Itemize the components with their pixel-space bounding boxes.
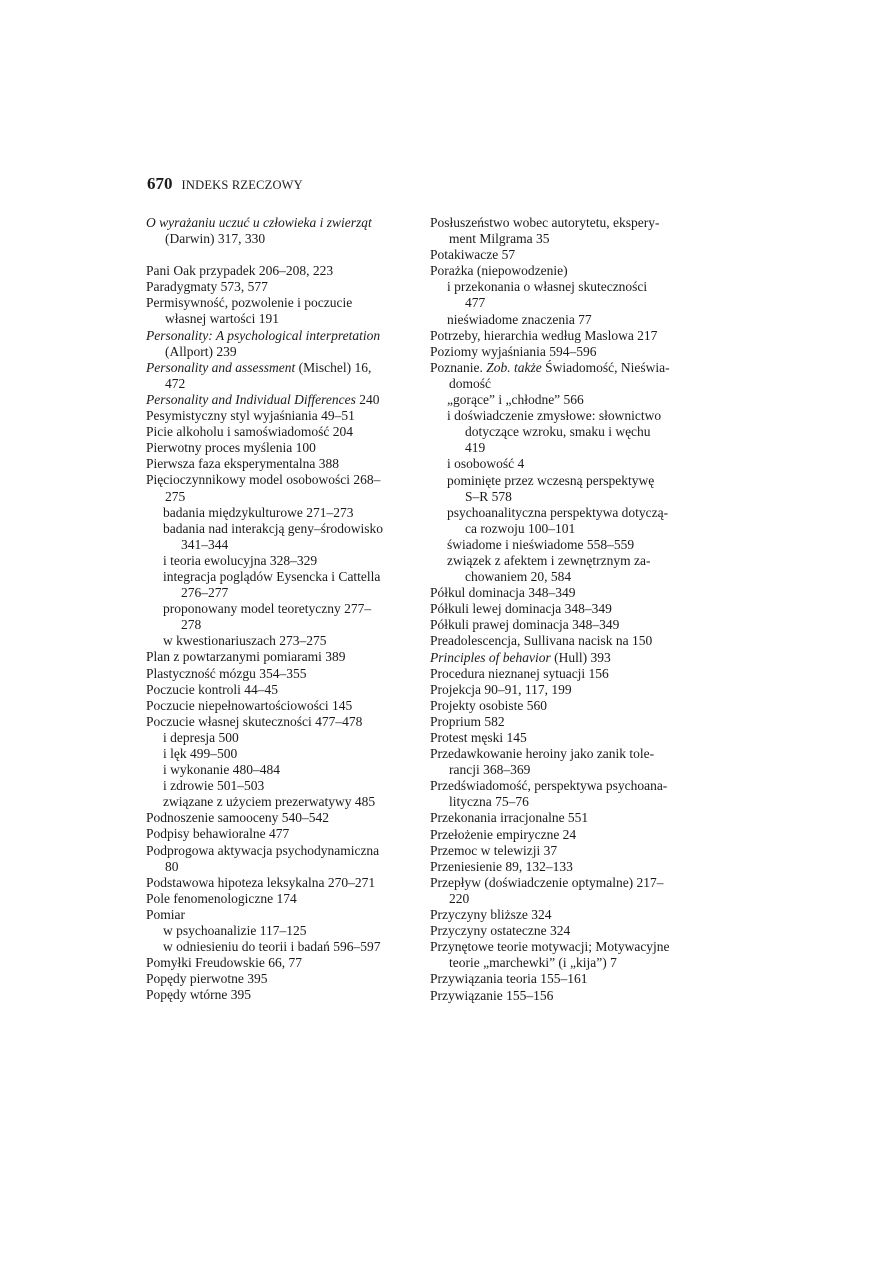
index-entry	[430, 263, 698, 279]
index-entry-text: Principles of behavior	[430, 649, 551, 665]
index-entry	[146, 472, 414, 504]
index-entry	[146, 360, 414, 392]
index-entry-line: Przedświadomość, perspektywa psychoana-	[430, 778, 668, 794]
index-subentry	[146, 569, 414, 601]
index-entry-line: Poczucie niepełnowartościowości 145	[146, 697, 353, 713]
index-entry-line: Przemoc w telewizji 37	[430, 842, 558, 858]
index-entry-line	[430, 360, 698, 376]
index-entry-line: ca rozwoju 100–101	[465, 520, 576, 536]
index-entry	[430, 810, 698, 826]
index-column-right	[430, 215, 698, 1004]
index-entry	[430, 650, 698, 666]
index-entry-line: (Allport) 239	[165, 343, 237, 359]
index-subentry	[430, 537, 698, 553]
index-entry-line: nieświadome znaczenia 77	[447, 311, 592, 327]
index-entry	[146, 971, 414, 987]
index-entry	[146, 907, 414, 923]
index-entry-text: Świadomość, Nieświa-	[541, 359, 670, 375]
index-entry-line: Poczucie kontroli 44–45	[146, 681, 278, 697]
index-entry-text: Poznanie.	[430, 359, 487, 375]
index-entry-line: Preadolescencja, Sullivana nacisk na 150	[430, 633, 653, 649]
index-entry	[430, 988, 698, 1004]
index-entry	[146, 424, 414, 440]
index-subentry	[146, 553, 414, 569]
index-subentry	[146, 633, 414, 649]
index-subentry	[146, 762, 414, 778]
index-entry	[146, 392, 414, 408]
index-entry-line	[146, 392, 414, 408]
index-entry-line: Poziomy wyjaśniania 594–596	[430, 343, 597, 359]
index-entry-line	[430, 650, 698, 666]
index-entry	[430, 907, 698, 923]
index-entry-line: świadome i nieświadome 558–559	[447, 536, 635, 552]
index-subentry	[146, 521, 414, 553]
index-entry-line: Pani Oak przypadek 206–208, 223	[146, 263, 334, 279]
index-entry-line: Podnoszenie samooceny 540–542	[146, 810, 329, 826]
index-entry	[146, 328, 414, 360]
index-subentry	[146, 778, 414, 794]
index-entry-line: Pomiar	[146, 906, 185, 922]
index-entry-line: pominięte przez wczesną perspektywę	[447, 472, 655, 488]
index-entry-line: Paradygmaty 573, 577	[146, 279, 268, 295]
index-entry-line: i teoria ewolucyjna 328–329	[163, 552, 318, 568]
index-entry-line: własnej wartości 191	[165, 311, 279, 327]
page-number: 670	[147, 174, 173, 193]
index-column-left	[146, 215, 414, 1004]
index-entry-line: 341–344	[181, 536, 229, 552]
index-entry-line: Podprogowa aktywacja psychodynamiczna	[146, 842, 380, 858]
index-entry	[146, 875, 414, 891]
index-entry-line: Przepływ (doświadczenie optymalne) 217–	[430, 874, 664, 890]
index-entry	[430, 939, 698, 971]
index-entry-line: Personality: A psychological interpretation	[146, 327, 381, 343]
index-entry	[430, 971, 698, 987]
index-subentry	[430, 312, 698, 328]
index-entry-line: Procedura nieznanej sytuacji 156	[430, 665, 609, 681]
index-subentry	[430, 456, 698, 472]
index-entry-line: Pierwsza faza eksperymentalna 388	[146, 456, 340, 472]
index-entry	[430, 585, 698, 601]
index-entry-line: Protest męski 145	[430, 730, 527, 745]
index-entry	[146, 682, 414, 698]
index-entry-line: w kwestionariuszach 273–275	[163, 633, 327, 649]
index-entry-line: Pole fenomenologiczne 174	[146, 890, 297, 906]
index-entry	[146, 714, 414, 730]
index-entry-text: (Hull) 393	[550, 649, 611, 665]
index-entry	[430, 247, 698, 263]
index-entry-line: Przyczyny ostateczne 324	[430, 923, 571, 939]
index-entry-line: i zdrowie 501–503	[163, 778, 265, 794]
index-entry-line: Przywiązania teoria 155–161	[430, 971, 588, 987]
index-entry	[430, 730, 698, 746]
index-entry	[430, 617, 698, 633]
index-entry-line: teorie „marchewki” (i „kija”) 7	[449, 955, 617, 971]
index-entry-text: 240	[355, 391, 380, 407]
index-subentry	[146, 730, 414, 746]
index-entry	[430, 859, 698, 875]
index-entry-line: proponowany model teoretyczny 277–	[163, 601, 372, 617]
index-entry	[430, 633, 698, 649]
index-entry-line: związek z afektem i zewnętrznym za-	[447, 552, 651, 568]
index-entry-line: domość	[449, 375, 491, 391]
index-entry-line: O wyrażaniu uczuć u człowieka i zwierząt	[146, 215, 372, 230]
index-entry-line: lityczna 75–76	[449, 794, 529, 810]
index-entry-line: Podstawowa hipoteza leksykalna 270–271	[146, 874, 376, 890]
index-entry-line: Pierwotny proces myślenia 100	[146, 440, 316, 456]
index-entry-line: badania międzykulturowe 271–273	[163, 504, 354, 520]
index-subentry	[146, 746, 414, 762]
index-entry	[146, 987, 414, 1003]
index-subentry	[430, 408, 698, 456]
index-entry-line: dotyczące wzroku, smaku i węchu	[465, 424, 651, 440]
index-entry-line: Projekty osobiste 560	[430, 697, 547, 713]
index-entry	[430, 360, 698, 392]
index-entry-line: Pomyłki Freudowskie 66, 77	[146, 955, 303, 971]
index-entry-line: i lęk 499–500	[163, 746, 238, 761]
index-entry-line: 278	[181, 617, 202, 633]
index-entry	[430, 923, 698, 939]
index-entry-line: Popędy pierwotne 395	[146, 971, 268, 987]
index-entry-line: związane z użyciem prezerwatywy 485	[163, 794, 376, 810]
index-entry	[146, 456, 414, 472]
index-entry-line: Półkuli lewej dominacja 348–349	[430, 601, 612, 617]
index-entry	[146, 279, 414, 295]
index-entry-line: 472	[165, 375, 186, 391]
index-entry	[430, 601, 698, 617]
index-entry-line: Picie alkoholu i samoświadomość 204	[146, 424, 353, 440]
index-entry	[146, 295, 414, 327]
index-entry-line: i przekonania o własnej skuteczności	[447, 279, 648, 295]
index-entry	[146, 826, 414, 842]
index-entry	[430, 875, 698, 907]
index-entry-line: i depresja 500	[163, 729, 239, 745]
index-entry	[430, 778, 698, 810]
index-entry-text: Personality and Individual Differences	[146, 391, 356, 407]
index-entry-line: Permisywność, pozwolenie i poczucie	[146, 295, 353, 311]
index-entry	[146, 955, 414, 971]
index-entry-line: Plastyczność mózgu 354–355	[146, 665, 307, 681]
index-entry-line: S–R 578	[465, 488, 512, 504]
index-entry-line: „gorące” i „chłodne” 566	[447, 392, 584, 408]
index-entry	[146, 666, 414, 682]
index-entry-line: Porażka (niepowodzenie)	[430, 263, 568, 279]
index-entry-line: Podpisy behawioralne 477	[146, 826, 290, 842]
index-entry-line: Półkul dominacja 348–349	[430, 585, 576, 601]
index-entry-line: Popędy wtórne 395	[146, 987, 251, 1003]
index-entry	[430, 714, 698, 730]
index-entry-line: 477	[465, 295, 486, 311]
index-entry	[146, 810, 414, 826]
index-entry-line: Przynętowe teorie motywacji; Motywacyjne	[430, 939, 670, 955]
index-entry-line: integracja poglądów Eysencka i Cattella	[163, 568, 381, 584]
index-entry-line: 275	[165, 488, 186, 504]
running-title: INDEKS RZECZOWY	[181, 178, 303, 192]
index-entry-line: Półkuli prawej dominacja 348–349	[430, 617, 620, 633]
index-entry-line: Plan z powtarzanymi pomiarami 389	[146, 649, 346, 665]
index-entry-line: Pięcioczynnikowy model osobowości 268–	[146, 472, 381, 488]
index-entry	[430, 698, 698, 714]
index-entry-line: ment Milgrama 35	[449, 231, 550, 247]
index-entry-line: 419	[465, 440, 486, 456]
index-entry-line: i osobowość 4	[447, 456, 525, 472]
index-subentry	[146, 794, 414, 810]
index-entry	[146, 440, 414, 456]
index-entry-line: Posłuszeństwo wobec autorytetu, ekspery-	[430, 215, 660, 230]
index-entry-line: Potrzeby, hierarchia według Maslowa 217	[430, 327, 658, 343]
index-entry-line: psychoanalityczna perspektywa dotyczą-	[447, 504, 669, 520]
index-entry	[146, 215, 414, 247]
index-subentry	[430, 392, 698, 408]
page-header	[147, 174, 303, 196]
index-entry-line: Projekcja 90–91, 117, 199	[430, 681, 572, 697]
index-entry-line: rancji 368–369	[449, 762, 531, 778]
index-entry-line: 276–277	[181, 585, 229, 601]
index-entry-text: Personality and assessment	[146, 359, 296, 375]
index-entry	[430, 344, 698, 360]
index-entry-line: Przeniesienie 89, 132–133	[430, 858, 573, 874]
index-entry-line: Potakiwacze 57	[430, 247, 516, 263]
index-entry	[430, 827, 698, 843]
index-entry	[146, 408, 414, 424]
index-entry-text: (Mischel) 16,	[295, 359, 372, 375]
index-entry-line: (Darwin) 317, 330	[165, 231, 266, 247]
index-entry	[146, 891, 414, 907]
index-subentry	[430, 505, 698, 537]
index-entry-line: i wykonanie 480–484	[163, 762, 280, 778]
index-entry	[146, 843, 414, 875]
index-entry-line: 220	[449, 890, 470, 906]
index-subentry	[430, 553, 698, 585]
index-entry-text: Zob. także	[486, 359, 542, 375]
index-entry	[146, 649, 414, 665]
index-subentry	[146, 939, 414, 955]
index-entry-line: Pesymistyczny styl wyjaśniania 49–51	[146, 408, 355, 424]
index-subentry	[146, 505, 414, 521]
index-entry	[430, 215, 698, 247]
index-entry-line: Przekonania irracjonalne 551	[430, 810, 589, 826]
index-subentry	[146, 923, 414, 939]
index-entry-line: i doświadczenie zmysłowe: słownictwo	[447, 408, 662, 424]
index-entry-line: Przedawkowanie heroiny jako zanik tole-	[430, 746, 655, 762]
index-entry-line: w psychoanalizie 117–125	[163, 923, 307, 939]
index-entry-line: w odniesieniu do teorii i badań 596–597	[163, 939, 381, 955]
index-entry	[430, 666, 698, 682]
index-entry	[430, 843, 698, 859]
index-entry-line: Przełożenie empiryczne 24	[430, 826, 577, 842]
index-entry-line: Przyczyny bliższe 324	[430, 907, 552, 923]
index-entry	[430, 682, 698, 698]
index-subentry	[430, 279, 698, 311]
index-subentry	[146, 601, 414, 633]
index-entry	[430, 328, 698, 344]
index-entry-line: 80	[165, 858, 179, 874]
index-entry	[146, 263, 414, 279]
index-entry	[430, 746, 698, 778]
index-subentry	[430, 473, 698, 505]
index-entry-line: Przywiązanie 155–156	[430, 987, 554, 1003]
index-entry-line: Proprium 582	[430, 713, 505, 729]
index-entry-line: Poczucie własnej skuteczności 477–478	[146, 713, 363, 729]
index-entry-line: chowaniem 20, 584	[465, 569, 572, 585]
index-entry	[146, 698, 414, 714]
index-entry-line: badania nad interakcją geny–środowisko	[163, 520, 384, 536]
index-entry-line	[146, 360, 414, 376]
